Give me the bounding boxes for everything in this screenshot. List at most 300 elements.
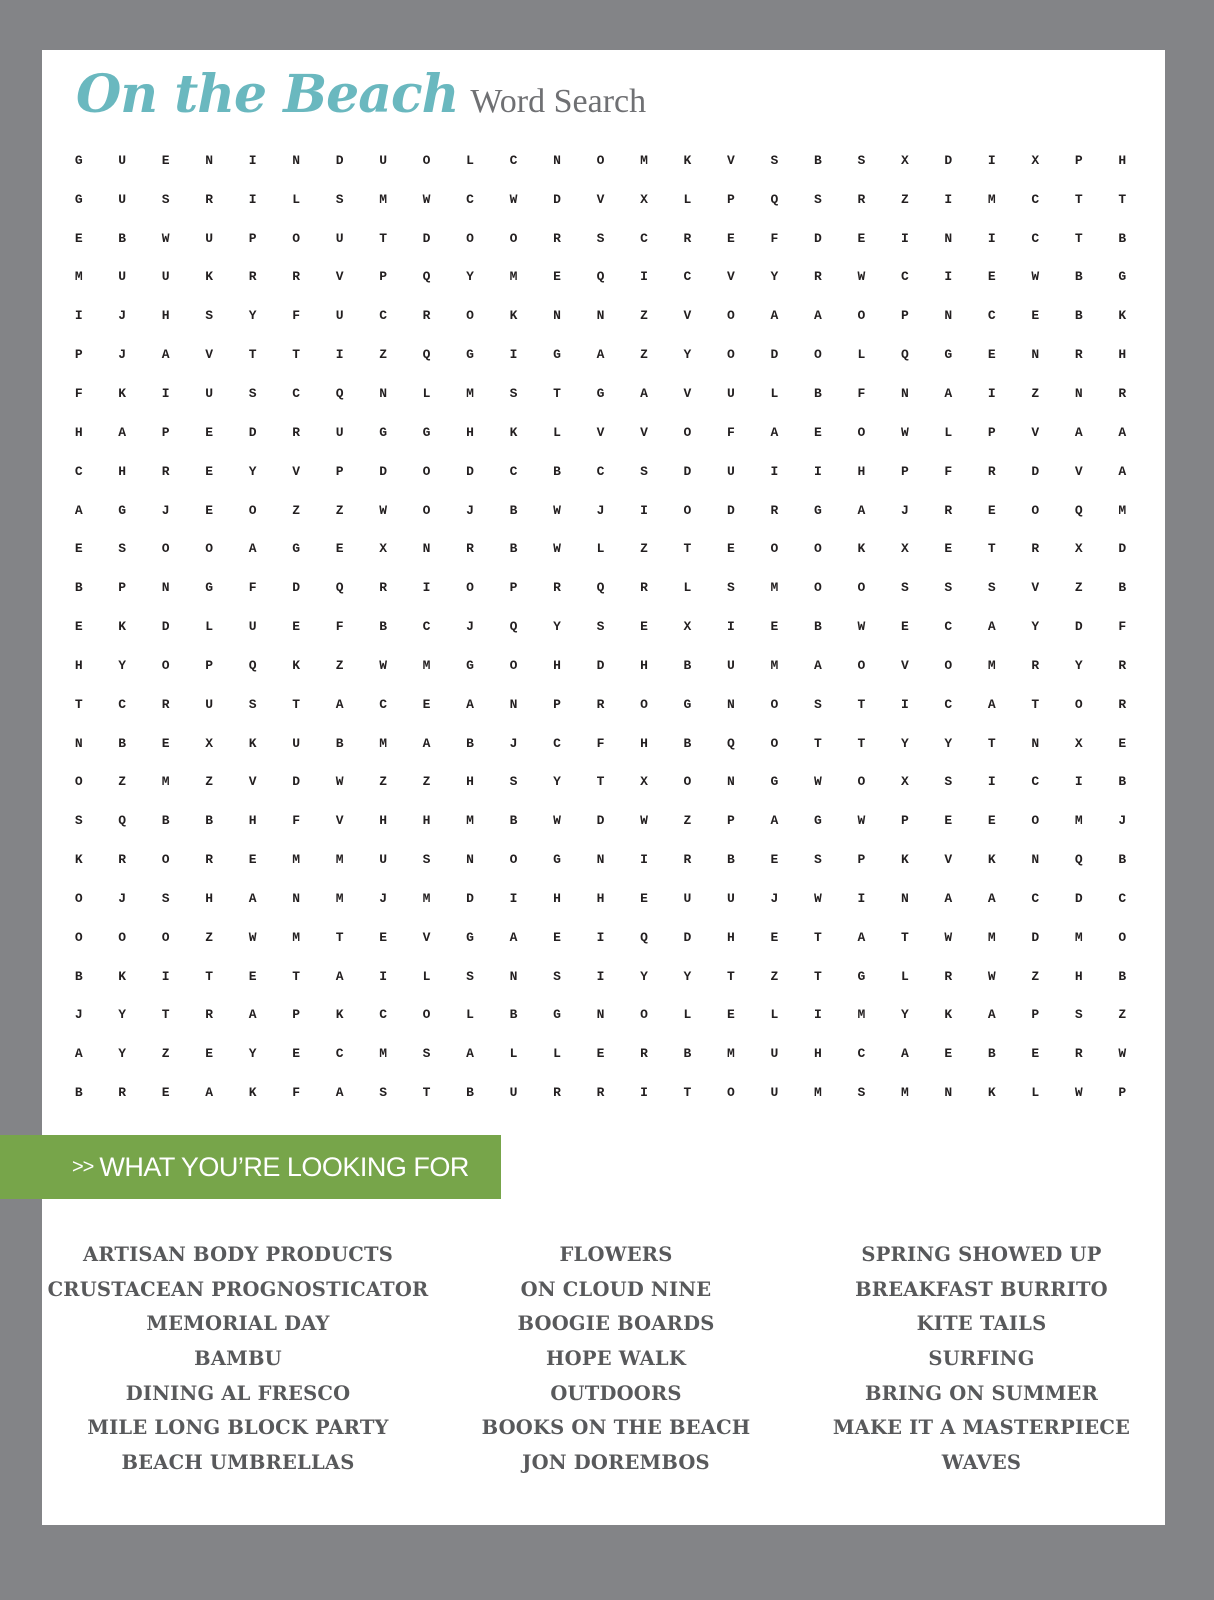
grid-letter[interactable]: O (857, 308, 866, 324)
grid-letter[interactable]: M (987, 191, 996, 207)
grid-letter[interactable]: D (596, 657, 605, 673)
grid-letter[interactable]: B (1074, 269, 1083, 285)
grid-letter[interactable]: R (466, 541, 474, 557)
grid-letter[interactable]: E (161, 735, 170, 751)
grid-letter[interactable]: X (1031, 152, 1040, 168)
grid-letter[interactable]: E (553, 929, 561, 945)
grid-letter[interactable]: I (813, 463, 822, 479)
grid-letter[interactable]: E (74, 619, 83, 635)
grid-letter[interactable]: T (248, 347, 257, 363)
grid-letter[interactable]: I (640, 502, 648, 518)
grid-letter[interactable]: B (509, 813, 518, 829)
grid-letter[interactable]: E (770, 852, 779, 868)
grid-letter[interactable]: D (292, 774, 301, 790)
grid-letter[interactable]: M (813, 1085, 822, 1101)
grid-letter[interactable]: K (118, 385, 127, 401)
grid-letter[interactable]: I (422, 580, 431, 596)
grid-letter[interactable]: E (944, 541, 953, 557)
grid-letter[interactable]: V (727, 152, 735, 168)
grid-letter[interactable]: E (596, 1046, 605, 1062)
grid-letter[interactable]: L (509, 1046, 518, 1062)
grid-letter[interactable]: V (900, 657, 909, 673)
grid-letter[interactable]: H (379, 813, 387, 829)
grid-letter[interactable]: M (161, 774, 170, 790)
grid-letter[interactable]: X (379, 541, 387, 557)
grid-letter[interactable]: J (509, 735, 518, 751)
grid-letter[interactable]: H (553, 890, 561, 906)
grid-letter[interactable]: Y (1031, 619, 1040, 635)
grid-letter[interactable]: V (248, 774, 257, 790)
grid-letter[interactable]: O (727, 308, 735, 324)
grid-letter[interactable]: Q (596, 269, 605, 285)
grid-letter[interactable]: G (813, 502, 822, 518)
grid-letter[interactable]: E (987, 269, 996, 285)
grid-letter[interactable]: S (944, 774, 953, 790)
grid-letter[interactable]: O (161, 929, 170, 945)
grid-letter[interactable]: A (248, 1007, 257, 1023)
grid-letter[interactable]: O (813, 347, 822, 363)
grid-letter[interactable]: O (770, 696, 779, 712)
grid-letter[interactable]: N (553, 152, 561, 168)
grid-letter[interactable]: E (640, 890, 648, 906)
grid-letter[interactable]: W (553, 502, 561, 518)
grid-letter[interactable]: N (944, 230, 953, 246)
grid-letter[interactable]: Z (1118, 1007, 1127, 1023)
grid-letter[interactable]: M (857, 1007, 866, 1023)
grid-letter[interactable]: N (900, 385, 909, 401)
grid-letter[interactable]: O (770, 735, 779, 751)
grid-letter[interactable]: H (74, 424, 83, 440)
grid-letter[interactable]: L (770, 1007, 779, 1023)
grid-letter[interactable]: H (813, 1046, 822, 1062)
grid-letter[interactable]: A (640, 385, 648, 401)
grid-letter[interactable]: N (422, 541, 431, 557)
grid-letter[interactable]: C (553, 735, 561, 751)
grid-letter[interactable]: W (422, 191, 431, 207)
grid-letter[interactable]: O (422, 1007, 431, 1023)
grid-letter[interactable]: W (248, 929, 257, 945)
grid-letter[interactable]: G (466, 347, 474, 363)
grid-letter[interactable]: R (118, 1085, 127, 1101)
grid-letter[interactable]: U (379, 852, 387, 868)
grid-letter[interactable]: S (1074, 1007, 1083, 1023)
grid-letter[interactable]: Y (683, 968, 692, 984)
grid-letter[interactable]: V (1031, 580, 1040, 596)
grid-letter[interactable]: I (509, 890, 518, 906)
grid-letter[interactable]: Q (727, 735, 735, 751)
grid-letter[interactable]: Z (1031, 385, 1040, 401)
grid-letter[interactable]: O (683, 774, 692, 790)
grid-letter[interactable]: B (118, 230, 127, 246)
grid-letter[interactable]: O (857, 424, 866, 440)
grid-letter[interactable]: U (205, 385, 214, 401)
grid-letter[interactable]: R (205, 1007, 214, 1023)
grid-letter[interactable]: R (944, 502, 953, 518)
grid-letter[interactable]: W (379, 502, 387, 518)
grid-letter[interactable]: G (422, 424, 431, 440)
grid-letter[interactable]: O (466, 230, 474, 246)
grid-letter[interactable]: U (161, 269, 170, 285)
grid-letter[interactable]: K (335, 1007, 344, 1023)
grid-letter[interactable]: O (466, 308, 474, 324)
grid-letter[interactable]: N (74, 735, 83, 751)
grid-letter[interactable]: E (727, 230, 735, 246)
grid-letter[interactable]: Q (422, 347, 431, 363)
grid-letter[interactable]: K (1118, 308, 1127, 324)
grid-letter[interactable]: F (248, 580, 257, 596)
grid-letter[interactable]: I (161, 968, 170, 984)
grid-letter[interactable]: Q (900, 347, 909, 363)
grid-letter[interactable]: F (1118, 619, 1127, 635)
grid-letter[interactable]: A (944, 385, 953, 401)
grid-letter[interactable]: H (466, 424, 474, 440)
grid-letter[interactable]: R (248, 269, 257, 285)
grid-letter[interactable]: Q (640, 929, 648, 945)
grid-letter[interactable]: O (205, 541, 214, 557)
grid-letter[interactable]: O (509, 230, 518, 246)
grid-letter[interactable]: R (640, 580, 648, 596)
grid-letter[interactable]: O (683, 502, 692, 518)
grid-letter[interactable]: T (1074, 230, 1083, 246)
grid-letter[interactable]: V (422, 929, 431, 945)
grid-letter[interactable]: V (596, 191, 605, 207)
grid-letter[interactable]: I (727, 619, 735, 635)
grid-letter[interactable]: N (292, 152, 301, 168)
grid-letter[interactable]: P (987, 424, 996, 440)
grid-letter[interactable]: N (596, 852, 605, 868)
grid-letter[interactable]: B (683, 1046, 692, 1062)
grid-letter[interactable]: C (1031, 774, 1040, 790)
grid-letter[interactable]: O (683, 424, 692, 440)
grid-letter[interactable]: A (248, 890, 257, 906)
grid-letter[interactable]: E (74, 230, 83, 246)
grid-letter[interactable]: L (770, 385, 779, 401)
grid-letter[interactable]: T (1118, 191, 1127, 207)
grid-letter[interactable]: W (509, 191, 518, 207)
grid-letter[interactable]: O (74, 774, 83, 790)
grid-letter[interactable]: B (987, 1046, 996, 1062)
grid-letter[interactable]: L (900, 968, 909, 984)
grid-letter[interactable]: A (161, 347, 170, 363)
grid-letter[interactable]: H (422, 813, 431, 829)
grid-letter[interactable]: I (987, 152, 996, 168)
grid-letter[interactable]: I (770, 463, 779, 479)
grid-letter[interactable]: S (466, 968, 474, 984)
grid-letter[interactable]: A (466, 1046, 474, 1062)
grid-letter[interactable]: U (509, 1085, 518, 1101)
grid-letter[interactable]: U (335, 308, 344, 324)
grid-letter[interactable]: B (683, 735, 692, 751)
grid-letter[interactable]: V (944, 852, 953, 868)
grid-letter[interactable]: R (553, 230, 561, 246)
grid-letter[interactable]: A (857, 929, 866, 945)
grid-letter[interactable]: L (466, 1007, 474, 1023)
grid-letter[interactable]: U (118, 191, 127, 207)
grid-letter[interactable]: S (74, 813, 83, 829)
grid-letter[interactable]: P (1118, 1085, 1127, 1101)
grid-letter[interactable]: F (292, 813, 301, 829)
grid-letter[interactable]: O (596, 152, 605, 168)
grid-letter[interactable]: E (987, 502, 996, 518)
grid-letter[interactable]: Y (248, 463, 257, 479)
grid-letter[interactable]: H (640, 657, 648, 673)
grid-letter[interactable]: R (944, 968, 953, 984)
grid-letter[interactable]: I (335, 347, 344, 363)
grid-letter[interactable]: A (466, 696, 474, 712)
grid-letter[interactable]: E (640, 619, 648, 635)
grid-letter[interactable]: O (640, 696, 648, 712)
grid-letter[interactable]: V (1031, 424, 1040, 440)
grid-letter[interactable]: C (118, 696, 127, 712)
grid-letter[interactable]: J (118, 308, 127, 324)
grid-letter[interactable]: B (118, 735, 127, 751)
grid-letter[interactable]: R (683, 852, 692, 868)
grid-letter[interactable]: B (379, 619, 387, 635)
grid-letter[interactable]: E (74, 541, 83, 557)
grid-letter[interactable]: O (857, 580, 866, 596)
grid-letter[interactable]: X (900, 541, 909, 557)
grid-letter[interactable]: N (596, 308, 605, 324)
grid-letter[interactable]: A (813, 657, 822, 673)
grid-letter[interactable]: B (1118, 774, 1127, 790)
grid-letter[interactable]: Z (379, 347, 387, 363)
grid-letter[interactable]: S (161, 890, 170, 906)
grid-letter[interactable]: X (900, 152, 909, 168)
grid-letter[interactable]: G (813, 813, 822, 829)
grid-letter[interactable]: D (1074, 890, 1083, 906)
grid-letter[interactable]: O (161, 657, 170, 673)
grid-letter[interactable]: V (683, 385, 692, 401)
grid-letter[interactable]: L (596, 541, 605, 557)
grid-letter[interactable]: A (248, 541, 257, 557)
grid-letter[interactable]: M (987, 657, 996, 673)
grid-letter[interactable]: D (553, 191, 561, 207)
grid-letter[interactable]: T (292, 347, 301, 363)
grid-letter[interactable]: O (509, 657, 518, 673)
grid-letter[interactable]: O (813, 541, 822, 557)
grid-letter[interactable]: W (987, 968, 996, 984)
grid-letter[interactable]: J (118, 347, 127, 363)
grid-letter[interactable]: T (292, 696, 301, 712)
grid-letter[interactable]: G (683, 696, 692, 712)
grid-letter[interactable]: Y (248, 1046, 257, 1062)
grid-letter[interactable]: W (944, 929, 953, 945)
grid-letter[interactable]: S (205, 308, 214, 324)
grid-letter[interactable]: I (900, 696, 909, 712)
grid-letter[interactable]: Z (118, 774, 127, 790)
grid-letter[interactable]: P (205, 657, 214, 673)
grid-letter[interactable]: N (1031, 735, 1040, 751)
grid-letter[interactable]: O (770, 541, 779, 557)
grid-letter[interactable]: Z (1074, 580, 1083, 596)
grid-letter[interactable]: Y (553, 619, 561, 635)
grid-letter[interactable]: R (553, 580, 561, 596)
grid-letter[interactable]: M (335, 852, 344, 868)
grid-letter[interactable]: Y (1074, 657, 1083, 673)
grid-letter[interactable]: F (292, 1085, 301, 1101)
grid-letter[interactable]: I (987, 774, 996, 790)
grid-letter[interactable]: Z (205, 774, 214, 790)
grid-letter[interactable]: S (553, 968, 561, 984)
grid-letter[interactable]: E (205, 424, 214, 440)
grid-letter[interactable]: R (1074, 1046, 1083, 1062)
grid-letter[interactable]: I (813, 1007, 822, 1023)
grid-letter[interactable]: K (118, 968, 127, 984)
grid-letter[interactable]: A (944, 890, 953, 906)
grid-letter[interactable]: T (813, 968, 822, 984)
grid-letter[interactable]: O (466, 580, 474, 596)
grid-letter[interactable]: D (335, 152, 344, 168)
grid-letter[interactable]: A (813, 308, 822, 324)
grid-letter[interactable]: T (987, 735, 996, 751)
grid-letter[interactable]: W (553, 813, 561, 829)
grid-letter[interactable]: G (553, 1007, 561, 1023)
grid-letter[interactable]: N (292, 890, 301, 906)
grid-letter[interactable]: K (944, 1007, 953, 1023)
grid-letter[interactable]: S (770, 152, 779, 168)
grid-letter[interactable]: O (422, 502, 431, 518)
grid-letter[interactable]: U (770, 1085, 779, 1101)
grid-letter[interactable]: S (596, 230, 605, 246)
grid-letter[interactable]: P (292, 1007, 301, 1023)
grid-letter[interactable]: P (1031, 1007, 1040, 1023)
grid-letter[interactable]: S (813, 191, 822, 207)
grid-letter[interactable]: N (727, 696, 735, 712)
grid-letter[interactable]: A (987, 619, 996, 635)
grid-letter[interactable]: O (944, 657, 953, 673)
grid-letter[interactable]: M (640, 152, 648, 168)
grid-letter[interactable]: L (857, 347, 866, 363)
grid-letter[interactable]: J (900, 502, 909, 518)
grid-letter[interactable]: R (640, 1046, 648, 1062)
grid-letter[interactable]: R (379, 580, 387, 596)
grid-letter[interactable]: F (944, 463, 953, 479)
grid-letter[interactable]: E (161, 152, 170, 168)
grid-letter[interactable]: R (292, 269, 301, 285)
grid-letter[interactable]: L (422, 968, 431, 984)
grid-letter[interactable]: I (944, 191, 953, 207)
grid-letter[interactable]: A (900, 1046, 909, 1062)
grid-letter[interactable]: N (596, 1007, 605, 1023)
grid-letter[interactable]: Z (1031, 968, 1040, 984)
grid-letter[interactable]: T (553, 385, 561, 401)
grid-letter[interactable]: T (74, 696, 83, 712)
grid-letter[interactable]: L (683, 580, 692, 596)
grid-letter[interactable]: N (944, 1085, 953, 1101)
grid-letter[interactable]: B (727, 852, 735, 868)
grid-letter[interactable]: C (1031, 191, 1040, 207)
grid-letter[interactable]: B (1074, 308, 1083, 324)
grid-letter[interactable]: W (1031, 269, 1040, 285)
grid-letter[interactable]: S (987, 580, 996, 596)
grid-letter[interactable]: I (379, 968, 387, 984)
grid-letter[interactable]: G (553, 852, 561, 868)
grid-letter[interactable]: O (422, 463, 431, 479)
grid-letter[interactable]: V (596, 424, 605, 440)
grid-letter[interactable]: M (466, 813, 474, 829)
grid-letter[interactable]: S (640, 463, 648, 479)
grid-letter[interactable]: S (509, 774, 518, 790)
grid-letter[interactable]: A (335, 968, 344, 984)
grid-letter[interactable]: N (1074, 385, 1083, 401)
grid-letter[interactable]: Q (118, 813, 127, 829)
grid-letter[interactable]: S (900, 580, 909, 596)
grid-letter[interactable]: G (944, 347, 953, 363)
grid-letter[interactable]: Y (553, 774, 561, 790)
grid-letter[interactable]: W (640, 813, 648, 829)
grid-letter[interactable]: C (1118, 890, 1127, 906)
grid-letter[interactable]: V (683, 308, 692, 324)
grid-letter[interactable]: H (74, 657, 83, 673)
grid-letter[interactable]: G (205, 580, 214, 596)
grid-letter[interactable]: Q (335, 385, 344, 401)
grid-letter[interactable]: E (1118, 735, 1127, 751)
grid-letter[interactable]: T (683, 541, 692, 557)
grid-letter[interactable]: C (640, 230, 648, 246)
grid-letter[interactable]: E (857, 230, 866, 246)
grid-letter[interactable]: Q (1074, 852, 1083, 868)
grid-letter[interactable]: Q (1074, 502, 1083, 518)
grid-letter[interactable]: N (553, 308, 561, 324)
grid-letter[interactable]: M (727, 1046, 735, 1062)
grid-letter[interactable]: E (248, 852, 257, 868)
grid-letter[interactable]: Y (900, 735, 909, 751)
grid-letter[interactable]: U (205, 230, 214, 246)
grid-letter[interactable]: T (813, 929, 822, 945)
grid-letter[interactable]: L (422, 385, 431, 401)
grid-letter[interactable]: Y (248, 308, 257, 324)
grid-letter[interactable]: Y (944, 735, 953, 751)
grid-letter[interactable]: K (248, 735, 257, 751)
grid-letter[interactable]: I (900, 230, 909, 246)
grid-letter[interactable]: O (509, 852, 518, 868)
grid-letter[interactable]: M (422, 890, 431, 906)
grid-letter[interactable]: V (727, 269, 735, 285)
grid-letter[interactable]: T (292, 968, 301, 984)
grid-letter[interactable]: L (292, 191, 301, 207)
grid-letter[interactable]: B (74, 1085, 83, 1101)
grid-letter[interactable]: B (683, 657, 692, 673)
grid-letter[interactable]: A (422, 735, 431, 751)
grid-letter[interactable]: E (161, 1085, 170, 1101)
grid-letter[interactable]: M (422, 657, 431, 673)
grid-letter[interactable]: S (857, 152, 866, 168)
grid-letter[interactable]: O (1074, 696, 1083, 712)
grid-letter[interactable]: E (813, 424, 822, 440)
grid-letter[interactable]: S (596, 619, 605, 635)
grid-letter[interactable]: D (727, 502, 735, 518)
grid-letter[interactable]: I (596, 968, 605, 984)
grid-letter[interactable]: E (727, 1007, 735, 1023)
grid-letter[interactable]: R (1031, 541, 1040, 557)
grid-letter[interactable]: A (596, 347, 605, 363)
grid-letter[interactable]: P (161, 424, 170, 440)
grid-letter[interactable]: X (205, 735, 214, 751)
grid-letter[interactable]: K (118, 619, 127, 635)
grid-letter[interactable]: D (466, 890, 474, 906)
grid-letter[interactable]: D (944, 152, 953, 168)
grid-letter[interactable]: J (118, 890, 127, 906)
grid-letter[interactable]: E (205, 1046, 214, 1062)
grid-letter[interactable]: E (335, 541, 344, 557)
grid-letter[interactable]: J (379, 890, 387, 906)
grid-letter[interactable]: K (205, 269, 214, 285)
grid-letter[interactable]: P (509, 580, 518, 596)
grid-letter[interactable]: T (857, 735, 866, 751)
grid-letter[interactable]: E (292, 619, 301, 635)
grid-letter[interactable]: Y (118, 657, 127, 673)
grid-letter[interactable]: S (248, 696, 257, 712)
